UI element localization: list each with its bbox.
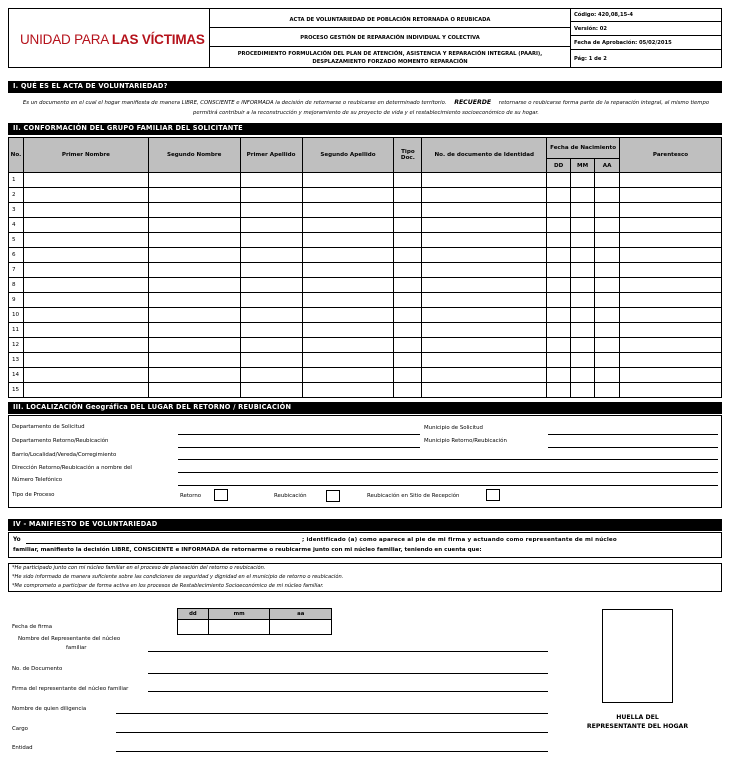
row-number: 12: [9, 338, 24, 353]
table-row: [9, 353, 722, 368]
table-cell[interactable]: [394, 278, 422, 293]
table-cell[interactable]: [148, 248, 240, 263]
table-row: [9, 203, 722, 218]
table-cell[interactable]: [595, 353, 620, 368]
table-cell[interactable]: [148, 173, 240, 188]
table-cell[interactable]: [148, 218, 240, 233]
commitment-3: *Me comprometo a participar de forma activa en los procesos de Restablecimiento Socioeconómico de mi núcleo familiar.: [12, 583, 324, 589]
table-cell[interactable]: [422, 248, 547, 263]
row-number: 2: [9, 188, 24, 203]
table-cell[interactable]: [620, 368, 722, 383]
row-number: 15: [9, 383, 24, 398]
logo-text-regular: UNIDAD PARA: [20, 31, 112, 47]
table-cell[interactable]: [302, 368, 394, 383]
table-cell[interactable]: [571, 293, 595, 308]
row-number: 14: [9, 368, 24, 383]
table-cell[interactable]: [148, 368, 240, 383]
logo: [14, 24, 204, 54]
table-cell[interactable]: [23, 323, 148, 338]
table-cell[interactable]: [148, 233, 240, 248]
muni-request-label: Municipio de Solicitud: [424, 425, 483, 431]
table-cell[interactable]: [422, 353, 547, 368]
rep-signature-label: Firma del representante del núcleo familiar: [12, 686, 129, 692]
table-cell[interactable]: [394, 248, 422, 263]
signature-date-table: [177, 608, 332, 635]
table-cell[interactable]: [240, 383, 302, 398]
relocation-checkbox[interactable]: [326, 490, 340, 502]
table-cell[interactable]: [595, 308, 620, 323]
return-option-label: Retorno: [180, 493, 202, 499]
address-label: Dirección Retorno/Reubicación a nombre del: [12, 465, 132, 471]
table-cell[interactable]: [571, 308, 595, 323]
table-cell[interactable]: [547, 278, 571, 293]
row-number: 8: [9, 278, 24, 293]
table-cell[interactable]: [302, 323, 394, 338]
table-cell[interactable]: [422, 233, 547, 248]
signature-date-label: Fecha de firma: [12, 624, 53, 630]
table-cell[interactable]: [547, 173, 571, 188]
logo-text-bold: LAS VÍCTIMAS: [111, 31, 205, 47]
table-cell[interactable]: [620, 188, 722, 203]
table-cell[interactable]: [302, 203, 394, 218]
return-checkbox[interactable]: [214, 489, 228, 501]
table-cell[interactable]: [620, 248, 722, 263]
table-row: [9, 173, 722, 188]
table-cell[interactable]: [240, 263, 302, 278]
table-cell[interactable]: [422, 203, 547, 218]
table-cell[interactable]: [148, 353, 240, 368]
table-cell[interactable]: [595, 368, 620, 383]
form-version: Versión: 02: [574, 26, 608, 32]
table-cell[interactable]: [394, 173, 422, 188]
table-cell[interactable]: [394, 368, 422, 383]
table-cell[interactable]: [23, 368, 148, 383]
table-cell[interactable]: [240, 323, 302, 338]
barrio-label: Barrio/Localidad/Vereda/Corregimiento: [12, 452, 117, 458]
table-cell[interactable]: [422, 308, 547, 323]
table-cell[interactable]: [23, 293, 148, 308]
date-dd-head: dd: [178, 609, 209, 620]
section-4-frame: [8, 532, 722, 558]
table-row: [9, 233, 722, 248]
table-cell[interactable]: [620, 278, 722, 293]
table-cell[interactable]: [302, 293, 394, 308]
table-cell[interactable]: [620, 233, 722, 248]
table-cell[interactable]: [148, 308, 240, 323]
table-cell[interactable]: [547, 338, 571, 353]
table-cell[interactable]: [302, 383, 394, 398]
table-cell[interactable]: [571, 383, 595, 398]
row-number: 4: [9, 218, 24, 233]
table-cell[interactable]: [240, 368, 302, 383]
row-number: 10: [9, 308, 24, 323]
table-cell[interactable]: [547, 353, 571, 368]
table-cell[interactable]: [595, 233, 620, 248]
table-cell[interactable]: [302, 188, 394, 203]
table-cell[interactable]: [23, 248, 148, 263]
table-cell[interactable]: [620, 293, 722, 308]
table-cell[interactable]: [620, 263, 722, 278]
col-doc-number: No. de documento de Identidad: [422, 138, 547, 173]
statement-line-2: familiar, manifiesto la decisión LIBRE, CONSCIENTE e INFORMADA de retornarme o reubicarme junto con mi núcleo familiar, teniendo en cuenta que:: [13, 547, 482, 553]
table-cell[interactable]: [240, 338, 302, 353]
table-cell[interactable]: [422, 263, 547, 278]
table-cell[interactable]: [547, 248, 571, 263]
table-cell[interactable]: [23, 308, 148, 323]
table-cell[interactable]: [148, 203, 240, 218]
table-cell[interactable]: [240, 173, 302, 188]
table-cell[interactable]: [23, 173, 148, 188]
table-cell[interactable]: [547, 368, 571, 383]
process-name: PROCESO GESTIÓN DE REPARACIÓN INDIVIDUAL Y COLECTIVA: [300, 35, 480, 41]
table-cell[interactable]: [595, 218, 620, 233]
table-cell[interactable]: [240, 308, 302, 323]
table-cell[interactable]: [595, 263, 620, 278]
row-number: 9: [9, 293, 24, 308]
statement-line-1: ; identificado (a) como aparece al pie de mi firma y actuando como representante de mi núcleo: [302, 537, 617, 543]
table-cell[interactable]: [394, 263, 422, 278]
table-row: [9, 338, 722, 353]
table-cell[interactable]: [422, 338, 547, 353]
table-cell[interactable]: [148, 323, 240, 338]
rep-name-label-1: Nombre del Representante del núcleo: [18, 636, 121, 642]
phone-field[interactable]: [178, 485, 718, 486]
row-number: 13: [9, 353, 24, 368]
role-label: Cargo: [12, 726, 28, 732]
table-row: [9, 263, 722, 278]
date-aa-cell[interactable]: [270, 620, 332, 635]
table-cell[interactable]: [595, 203, 620, 218]
row-number: 1: [9, 173, 24, 188]
table-cell[interactable]: [302, 248, 394, 263]
page-number: Pág: 1 de 2: [574, 56, 607, 62]
row-number: 11: [9, 323, 24, 338]
table-cell[interactable]: [571, 338, 595, 353]
fingerprint-label-1: HUELLA DEL: [616, 714, 659, 721]
muni-return-label: Municipio Retorno/Reubicación: [424, 438, 507, 444]
table-row: [9, 383, 722, 398]
table-cell[interactable]: [547, 263, 571, 278]
table-cell[interactable]: [620, 323, 722, 338]
date-mm-head: mm: [208, 609, 270, 620]
col-second-name: Segundo Nombre: [148, 138, 240, 173]
table-cell[interactable]: [394, 323, 422, 338]
table-row: [9, 308, 722, 323]
table-cell[interactable]: [620, 383, 722, 398]
family-table: [8, 137, 722, 398]
table-cell[interactable]: [422, 323, 547, 338]
table-cell[interactable]: [148, 188, 240, 203]
table-cell[interactable]: [23, 383, 148, 398]
row-number: 7: [9, 263, 24, 278]
role-field[interactable]: [116, 732, 548, 733]
table-cell[interactable]: [394, 338, 422, 353]
table-cell[interactable]: [240, 218, 302, 233]
table-cell[interactable]: [571, 368, 595, 383]
table-cell[interactable]: [620, 203, 722, 218]
entity-label: Entidad: [12, 745, 33, 751]
table-cell[interactable]: [571, 218, 595, 233]
muni-return-field[interactable]: [548, 447, 718, 448]
row-number: 6: [9, 248, 24, 263]
dept-request-field[interactable]: [178, 434, 420, 435]
table-cell[interactable]: [302, 353, 394, 368]
rep-signature-field[interactable]: [148, 691, 548, 692]
relocation-site-checkbox[interactable]: [486, 489, 500, 501]
table-cell[interactable]: [394, 383, 422, 398]
date-mm-cell[interactable]: [208, 620, 270, 635]
section-3-title: III. LOCALIZACIÓN Geográfica DEL LUGAR DEL RETORNO / REUBICACIÓN: [8, 402, 722, 414]
address-field[interactable]: [178, 472, 718, 473]
table-cell[interactable]: [302, 173, 394, 188]
table-cell[interactable]: [571, 203, 595, 218]
table-cell[interactable]: [148, 278, 240, 293]
process-type-label: Tipo de Proceso: [12, 492, 55, 498]
col-doc-type: Tipo Doc.: [394, 138, 422, 173]
table-cell[interactable]: [240, 188, 302, 203]
table-cell[interactable]: [620, 218, 722, 233]
section-1-title: I. QUÉ ES EL ACTA DE VOLUNTARIEDAD?: [8, 81, 722, 93]
filled-by-field[interactable]: [116, 713, 548, 714]
relocation-site-option-label: Reubicación en Sitio de Recepción: [367, 493, 460, 499]
table-cell[interactable]: [394, 308, 422, 323]
table-cell[interactable]: [571, 278, 595, 293]
col-dd: DD: [547, 159, 571, 173]
table-cell[interactable]: [240, 293, 302, 308]
table-row: [9, 323, 722, 338]
table-row: [9, 248, 722, 263]
col-relationship: Parentesco: [620, 138, 722, 173]
fingerprint-box[interactable]: [602, 609, 673, 703]
table-cell[interactable]: [595, 293, 620, 308]
table-cell[interactable]: [302, 218, 394, 233]
table-cell[interactable]: [571, 233, 595, 248]
table-cell[interactable]: [422, 188, 547, 203]
table-cell[interactable]: [240, 233, 302, 248]
table-cell[interactable]: [394, 203, 422, 218]
rep-name-field[interactable]: [148, 651, 548, 652]
table-row: [9, 293, 722, 308]
table-cell[interactable]: [302, 338, 394, 353]
table-cell[interactable]: [394, 188, 422, 203]
doc-number-label: No. de Documento: [12, 666, 63, 672]
table-cell[interactable]: [547, 293, 571, 308]
row-number: 3: [9, 203, 24, 218]
table-cell[interactable]: [547, 308, 571, 323]
table-cell[interactable]: [571, 353, 595, 368]
table-cell[interactable]: [23, 188, 148, 203]
table-cell[interactable]: [394, 353, 422, 368]
table-cell[interactable]: [302, 278, 394, 293]
table-cell[interactable]: [23, 218, 148, 233]
section-2-title: II. CONFORMACIÓN DEL GRUPO FAMILIAR DEL SOLICITANTE: [8, 123, 722, 135]
table-cell[interactable]: [394, 218, 422, 233]
table-cell[interactable]: [547, 383, 571, 398]
header-divider-right: [570, 8, 571, 68]
table-cell[interactable]: [394, 293, 422, 308]
col-second-surname: Segundo Apellido: [302, 138, 394, 173]
declarant-name-field[interactable]: [26, 543, 300, 544]
table-cell[interactable]: [240, 278, 302, 293]
table-cell[interactable]: [571, 173, 595, 188]
table-row: [9, 278, 722, 293]
section-3-frame: [8, 415, 722, 508]
table-cell[interactable]: [422, 173, 547, 188]
table-cell[interactable]: [595, 188, 620, 203]
approval-date: Fecha de Aprobación: 05/02/2015: [574, 40, 672, 46]
table-cell[interactable]: [240, 203, 302, 218]
table-cell[interactable]: [595, 338, 620, 353]
table-cell[interactable]: [23, 263, 148, 278]
section-4-title: IV - MANIFIESTO DE VOLUNTARIEDAD: [8, 519, 722, 531]
table-cell[interactable]: [23, 353, 148, 368]
table-cell[interactable]: [620, 338, 722, 353]
table-cell[interactable]: [547, 188, 571, 203]
table-cell[interactable]: [547, 203, 571, 218]
phone-label: Número Telefónico: [12, 477, 63, 483]
filled-by-label: Nombre de quien diligencia: [12, 706, 87, 712]
procedure-name: PROCEDIMIENTO FORMULACIÓN DEL PLAN DE ATENCIÓN, ASISTENCIA Y REPARACIÓN INTEGRAL (PAARI), DESPLAZAMIENTO FORZADO MOMENTO REPARACIÓN: [237, 51, 543, 65]
col-first-name: Primer Nombre: [23, 138, 148, 173]
table-cell[interactable]: [571, 248, 595, 263]
date-dd-cell[interactable]: [178, 620, 209, 635]
col-mm: MM: [571, 159, 595, 173]
table-cell[interactable]: [620, 308, 722, 323]
yo-label: Yo: [13, 537, 21, 543]
row-number: 5: [9, 233, 24, 248]
table-row: [9, 188, 722, 203]
table-cell[interactable]: [23, 203, 148, 218]
table-cell[interactable]: [148, 263, 240, 278]
section-1-text: Es un documento en el cual el hogar manifiesta de manera LIBRE, CONSCIENTE e INFORMADA la decisión de retornarse o reubicarse en determinado territorio. RECUERDE retornarse o reubicarse forma parte de la reparación integral, al mismo tiempo permitirá contribuir a la reconstrucción y mejoramiento de su proyecto de vida y el restablecimiento socioeconómico de su hogar.: [22, 99, 710, 116]
table-cell[interactable]: [422, 293, 547, 308]
entity-field[interactable]: [116, 751, 548, 752]
table-cell[interactable]: [547, 323, 571, 338]
table-cell[interactable]: [23, 233, 148, 248]
table-cell[interactable]: [302, 263, 394, 278]
table-cell[interactable]: [595, 323, 620, 338]
dept-return-label: Departamento Retorno/Reubicación: [12, 438, 109, 444]
table-cell[interactable]: [148, 338, 240, 353]
barrio-field[interactable]: [178, 459, 718, 460]
table-cell[interactable]: [571, 323, 595, 338]
table-cell[interactable]: [302, 308, 394, 323]
table-cell[interactable]: [422, 383, 547, 398]
table-cell[interactable]: [302, 233, 394, 248]
table-cell[interactable]: [595, 173, 620, 188]
col-birth-date: Fecha de Nacimiento: [547, 138, 620, 159]
doc-number-field[interactable]: [148, 673, 548, 674]
table-cell[interactable]: [595, 278, 620, 293]
col-no: No.: [9, 138, 24, 173]
fingerprint-label-2: REPRESENTANTE DEL HOGAR: [586, 723, 689, 730]
table-cell[interactable]: [595, 383, 620, 398]
col-first-surname: Primer Apellido: [240, 138, 302, 173]
table-cell[interactable]: [620, 173, 722, 188]
table-cell[interactable]: [620, 353, 722, 368]
rep-name-label-2: familiar: [66, 645, 87, 651]
table-row: [9, 368, 722, 383]
date-aa-head: aa: [270, 609, 332, 620]
table-cell[interactable]: [595, 248, 620, 263]
table-cell[interactable]: [571, 263, 595, 278]
table-cell[interactable]: [23, 278, 148, 293]
dept-request-label: Departamento de Solicitud: [12, 424, 85, 430]
table-cell[interactable]: [547, 233, 571, 248]
table-cell[interactable]: [148, 293, 240, 308]
table-cell[interactable]: [240, 248, 302, 263]
table-row: [9, 218, 722, 233]
commitment-2: *He sido informado de manera suficiente sobre las condiciones de seguridad y dignidad en el municipio de retorno o reubicación.: [12, 574, 344, 580]
table-cell[interactable]: [547, 218, 571, 233]
table-cell[interactable]: [422, 278, 547, 293]
table-cell[interactable]: [240, 353, 302, 368]
relocation-option-label: Reubicación: [274, 493, 307, 499]
table-cell[interactable]: [422, 218, 547, 233]
table-cell[interactable]: [422, 368, 547, 383]
form-title: ACTA DE VOLUNTARIEDAD DE POBLACIÓN RETORNADA O REUBICADA: [289, 17, 491, 23]
table-cell[interactable]: [571, 188, 595, 203]
table-cell[interactable]: [23, 338, 148, 353]
table-cell[interactable]: [394, 233, 422, 248]
dept-return-field[interactable]: [178, 447, 420, 448]
muni-request-field[interactable]: [548, 434, 718, 435]
commitment-1: *He participado junto con mi núcleo familiar en el proceso de planeación del retorno o reubicación.: [12, 565, 266, 571]
table-cell[interactable]: [148, 383, 240, 398]
col-aa: AA: [595, 159, 620, 173]
form-code: Código: 420,08,15-4: [574, 12, 633, 18]
